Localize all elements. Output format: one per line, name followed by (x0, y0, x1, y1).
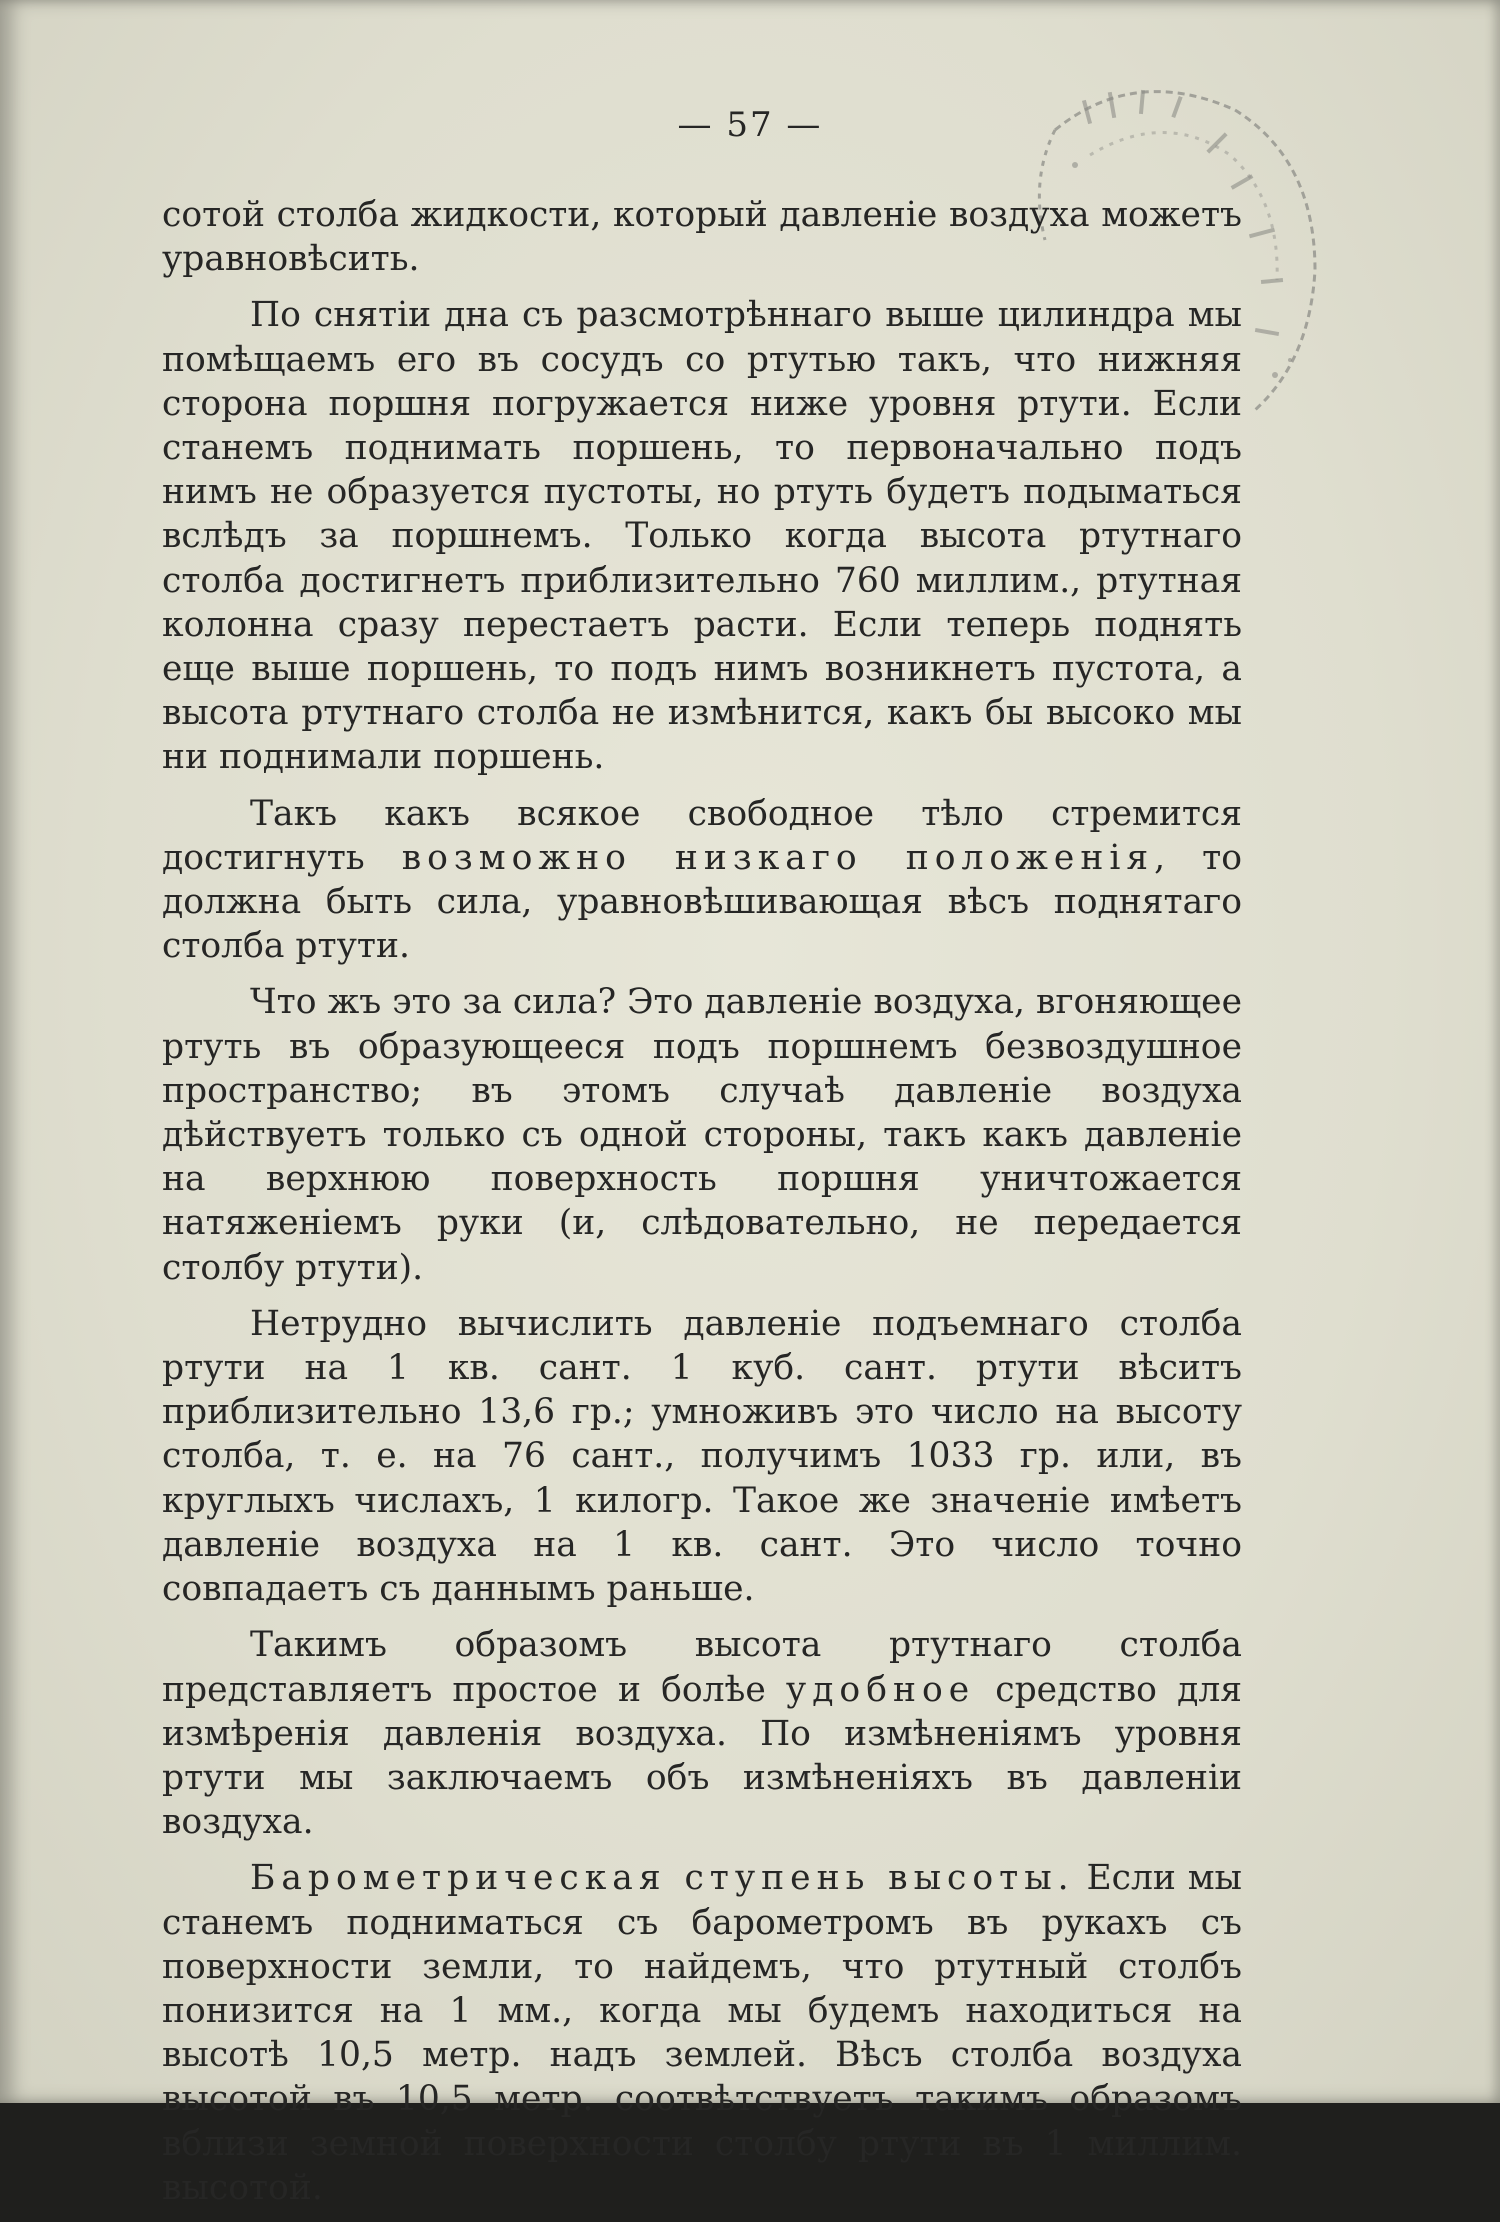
paragraph-1: сотой столба жидкости, который давленіе воздуха можетъ уравновѣсить. (162, 195, 1242, 280)
paragraph-3-start: Такъ какъ всякое свободное тѣло стремится достигнуть (162, 793, 1242, 878)
page-number: — 57 — (677, 105, 823, 145)
paragraph-7-text: Если мы станемъ подниматься съ барометромъ въ рукахъ съ поверхности земли, то найдемъ, что ртутный столбъ понизится на 1 мм., когда мы будемъ находиться на высотѣ 10,5 метр. надъ землей. Вѣсъ столба воздуха высотой въ 10,5 метр. соотвѣтствуетъ такимъ образомъ вблизи земной поверхности столбу ртути въ 1 миллим. высотой. (162, 1858, 1242, 2208)
paragraph-3-end: , то должна быть сила, уравновѣшивающая вѣсъ поднятаго столба ртути. (162, 837, 1243, 967)
paragraph-6 (162, 1623, 1242, 1844)
paragraph-4: Что жъ это за сила? Это давленіе воздуха, вгоняющее ртуть въ образующееся подъ поршнемъ безвоздушное пространство; въ этомъ случаѣ давленіе воздуха дѣйствуетъ только съ одной стороны, такъ какъ давленіе на верхнюю поверхность поршня уничтожается натяженіемъ руки (и, слѣдовательно, не передается столбу ртути). (162, 982, 1242, 1288)
paragraph-5: Нетрудно вычислить давленіе подъемнаго столба ртути на 1 кв. сант. 1 куб. сант. ртути вѣситъ приблизительно 13,6 гр.; умноживъ это число на высоту столба, т. е. на 76 сант., получимъ 1033 гр. или, въ круглыхъ числахъ, 1 килогр. Такое же значеніе имѣетъ давленіе воздуха на 1 кв. сант. Это число точно совпадаетъ съ даннымъ раньше. (162, 1303, 1242, 1610)
paragraph-7 (162, 1856, 1242, 2210)
paragraph-2: По снятіи дна съ разсмотрѣннаго выше цилиндра мы помѣщаемъ его въ сосудъ со ртутью такъ, что нижняя сторона поршня погружается ниже уровня ртути. Если станемъ поднимать поршень, то первоначально подъ нимъ не образуется пустоты, но ртуть будетъ подыматься вслѣдъ за поршнемъ. Только когда высота ртутнаго столба достигнетъ приблизительно 760 миллим., ртутная колонна сразу перестаетъ расти. Если теперь поднять еще выше поршень, то подъ нимъ возникнетъ пустота, а высота ртутнаго столба не измѣнится, какъ бы высоко мы ни поднимали поршень. (162, 295, 1242, 778)
paragraph-3 (162, 792, 1242, 969)
paragraph-6-end: средство для измѣренія давленія воздуха. По измѣненіямъ уровня ртути мы заключаемъ объ измѣненіяхъ въ давленіи воздуха. (162, 1669, 1242, 1843)
paragraph-6-start: Такимъ образомъ высота ртутнаго столба представляетъ простое и болѣе (162, 1625, 1242, 1710)
paragraph-3-emphasis: возможно низкаго положенія (401, 837, 1155, 878)
section-heading-barometric-step: Барометрическая ступень высоты. (250, 1858, 1075, 1899)
main-text (162, 193, 1242, 2222)
paragraph-6-emphasis: удобное (785, 1669, 976, 1710)
